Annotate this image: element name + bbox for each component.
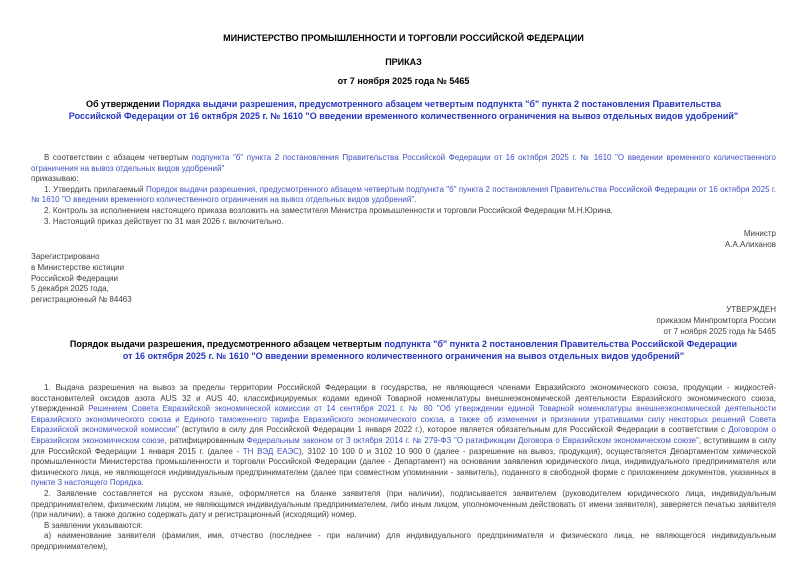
order-item-1	[31, 185, 776, 206]
order-paragraph-2	[31, 489, 776, 521]
statement-intro: В заявлении указываются:	[44, 520, 143, 530]
doc-title-prefix: Об утверждении	[86, 99, 163, 109]
registration-block	[31, 252, 776, 305]
text-segment: .	[141, 478, 144, 488]
text-segment: В соответствии с абзацем четвертым	[44, 153, 192, 162]
text-segment: 2. Заявление составляется на русском языке, оформляется на бланке заявителя (при наличии), подписывается заявителем (руководителем юридического лица, индивидуальным предпринимателем, физическим лицом, не являющимся индивидуальным предпринимателем, либо иным лицом, уполномоченным действовать от имени заявителя), заверяется печатью заявителя (при наличии), а также должно содержать дату и регистрационный (исходящий) номер.	[31, 489, 776, 520]
order-title-prefix: Порядок выдачи разрешения, предусмотренного абзацем четвертым	[69, 339, 385, 350]
text-segment: (вступило в силу для Российской Федерации 1 января 2022 г.), которое является обязательным для Российской Федерации в соответствии с	[178, 425, 729, 435]
doc-title	[31, 99, 776, 122]
inline-doc-link[interactable]: Федеральным законом от 3 октября 2014 г. № 279-ФЗ "О ратификации Договора о Евразийском экономическом союзе"	[246, 436, 699, 446]
order-item-2	[31, 206, 776, 217]
text-segment: 1. Выдача разрешения на вывоз за пределы территории Российской Федерации в государства, не являющиеся членами Евразийского экономического союза, продукции - жидкостей-восстановителей оксидов азота AUS 32 и AUS 40, классифицируемых кодами единой Товарной номенклатуры внешнеэкономической деятельности Евразийского экономического союза, утвержденной	[31, 383, 776, 414]
text-line: приказом Минпромторга России	[656, 315, 776, 325]
approval-block	[31, 305, 776, 337]
text-segment: 2. Контроль за исполнением настоящего приказа возложить на заместителя Министра промышленности и торговли Российской Федерации М.Н.Юрина.	[44, 205, 613, 215]
doc-date-number: от 7 ноября 2025 года № 5465	[337, 76, 470, 86]
text-line: от 7 ноября 2025 года № 5465	[663, 326, 776, 336]
inline-doc-link[interactable]: пункте 3 настоящего Порядка	[31, 478, 142, 488]
text-segment: .	[414, 195, 417, 205]
text-line: УТВЕРЖДЕН	[726, 305, 776, 315]
text-line: Зарегистрировано	[31, 252, 100, 262]
inline-doc-link[interactable]: подпункта "б" пункта 2 постановления Правительства Российской Федерации от 16 октября 2025 г. № 1610 "О введении временного количественного ограничения на вывоз отдельных видов удобрений"	[31, 153, 776, 173]
order-word: приказываю:	[31, 174, 79, 184]
order-title	[31, 339, 776, 362]
text-line: в Министерстве юстиции	[31, 262, 125, 272]
doc-title-link[interactable]: Порядка выдачи разрешения, предусмотренного абзацем четвертым подпункта "б" пункта 2 постановления Правительства Российской Федерации от 16 октября 2025 г. № 1610 "О введении временного количественного ограничения на вывоз отдельных видов удобрений"	[68, 99, 739, 121]
inline-doc-link[interactable]: Договором о Евразийском экономическом союзе	[31, 425, 777, 446]
text-line: регистрационный № 84463	[31, 294, 132, 304]
order-title-link[interactable]: подпункта "б" пункта 2 постановления Правительства Российской Федерации от 16 октября 2025 г. № 1610 "О введении временного количественного ограничения на вывоз отдельных видов удобрений"	[122, 339, 738, 361]
doc-type-heading: ПРИКАЗ	[385, 57, 422, 67]
text-segment: 1. Утвердить прилагаемый	[44, 184, 146, 194]
text-segment: а) наименование заявителя (фамилия, имя, отчество (последнее - при наличии) для индивидуального предпринимателя и физического лица, не являющегося индивидуальным предпринимателем),	[31, 531, 776, 551]
signature-name: А.А.Алиханов	[724, 239, 776, 249]
text-line: 5 декабря 2025 года,	[31, 284, 109, 294]
order-item-3	[31, 217, 776, 228]
inline-doc-link[interactable]: ТН ВЭД ЕАЭС	[242, 446, 299, 456]
order-paragraph-1	[31, 383, 776, 489]
text-segment: ), 3102 10 100 0 и 3102 10 900 0 (далее - разрешение на вывоз, продукция), осуществляется Департаментом химической промышленности Министерства промышленности и торговли Российской Федерации (далее - Департамент) на основании заявления юридического лица, индивидуального предпринимателя или физического лица, не являющегося индивидуальным предпринимателем (далее при совместном упоминании - заявитель), поданного в свободной форме с приложением документов, указанных в	[31, 446, 776, 477]
signature-position: Министр	[743, 229, 776, 239]
ministry-heading: МИНИСТЕРСТВО ПРОМЫШЛЕННОСТИ И ТОРГОВЛИ РОССИЙСКОЙ ФЕДЕРАЦИИ	[223, 33, 584, 43]
statement-subitem-a	[31, 531, 776, 552]
text-segment: , вступившим в силу для Российской Федерации 1 января 2015 г. (далее -	[31, 436, 776, 456]
text-segment: 3. Настоящий приказ действует по 31 мая 2026 г. включительно.	[44, 216, 284, 226]
preamble-paragraph	[31, 153, 776, 174]
text-line: Российской Федерации	[31, 273, 118, 283]
text-segment: , ратифицированным	[164, 436, 247, 446]
inline-doc-link[interactable]: Решением Совета Евразийской экономической комиссии от 14 сентября 2021 г. № 80 "Об утверждении единой Товарной номенклатуры внешнеэкономической деятельности Евразийского экономического союза и Единого таможенного тарифа Евразийского экономического союза, а также об изменении и признании утратившими силу некоторых решений Совета Евразийской экономической комиссии"	[31, 404, 776, 435]
inline-doc-link[interactable]: Порядок выдачи разрешения, предусмотренного абзацем четвертым подпункта "б" пункта 2 постановления Правительства Российской Федерации от 16 октября 2025 г. № 1610 "О введении временного количественного ограничения на вывоз отдельных видов удобрений"	[31, 184, 777, 205]
